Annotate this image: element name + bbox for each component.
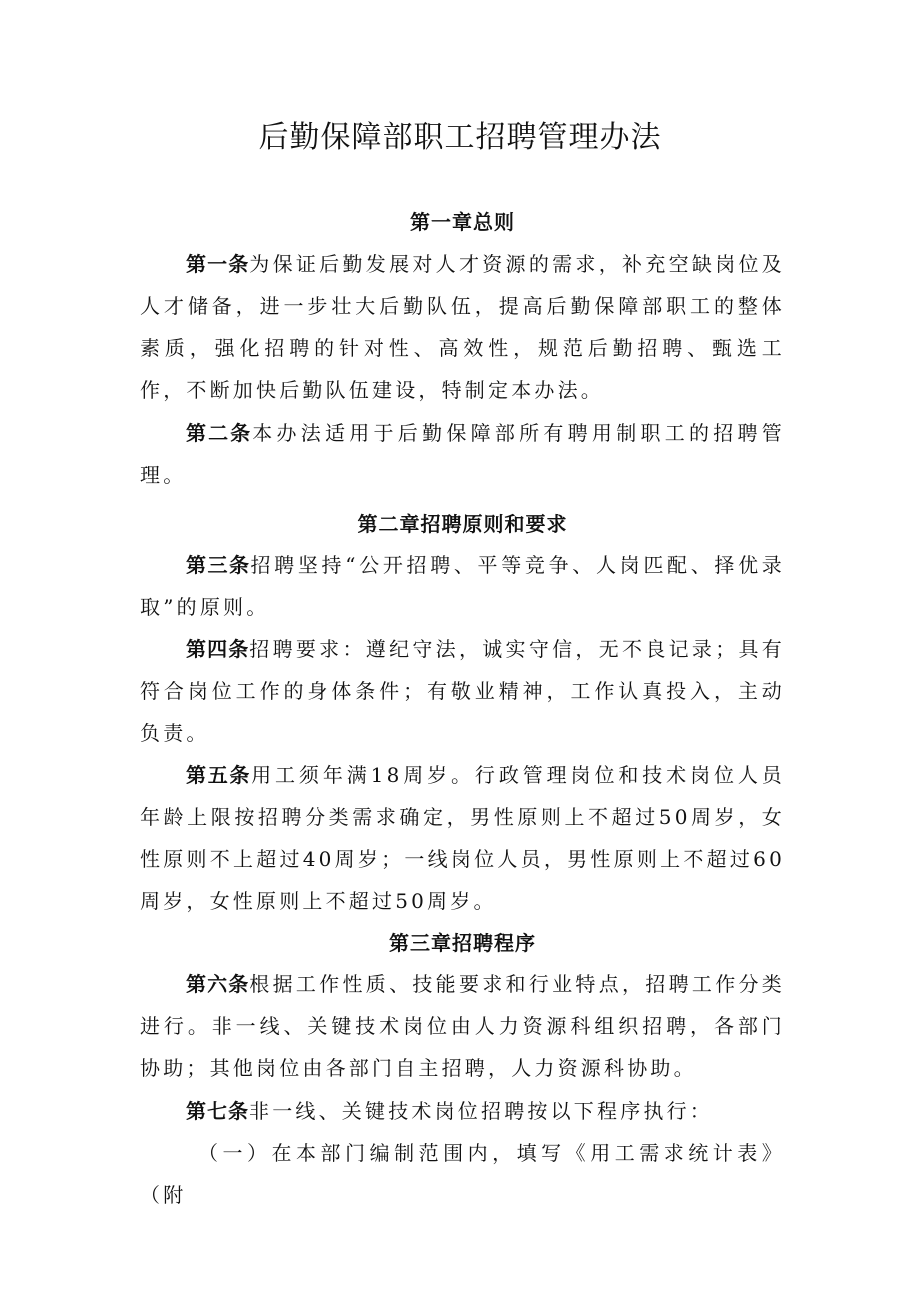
article-paragraph <box>140 754 785 922</box>
article-text: 为保证后勤发展对人才资源的需求，补充空缺岗位及人才储备，进一步壮大后勤队伍，提高后勤保障部职工的整体素质，强化招聘的针对性、高效性，规范后勤招聘、甄选工作，不断加快后勤队伍建设，特制定本办法。 <box>140 252 786 402</box>
article-label: 第四条 <box>186 637 250 661</box>
article-label: 第七条 <box>186 1099 249 1123</box>
article-paragraph <box>140 963 785 1089</box>
article-label: 第三条 <box>186 553 251 577</box>
article-text: 用工须年满18周岁。行政管理岗位和技术岗位人员年龄上限按招聘分类需求确定，男性原则上不超过50周岁，女性原则不上超过40周岁；一线岗位人员，男性原则上不超过60周岁，女性原则上不超过50周岁。 <box>140 763 785 913</box>
article-label: 第一条 <box>186 252 250 276</box>
chapter-heading: 第三章招聘程序 <box>389 931 536 955</box>
article-label: 第五条 <box>186 763 252 787</box>
article-paragraph <box>140 412 785 496</box>
article-label: 第二条 <box>186 421 253 445</box>
chapter-heading: 第一章总则 <box>410 210 515 234</box>
article-text: 招聘要求：遵纪守法，诚实守信，无不良记录；具有符合岗位工作的身体条件；有敬业精神，工作认真投入，主动负责。 <box>140 637 786 745</box>
chapter-heading: 第二章招聘原则和要求 <box>357 512 568 536</box>
article-paragraph <box>140 628 785 754</box>
article-paragraph <box>140 544 785 628</box>
article-text: 本办法适用于后勤保障部所有聘用制职工的招聘管理。 <box>140 421 785 487</box>
article-text: 非一线、关键技术岗位招聘按以下程序执行： <box>249 1099 713 1123</box>
article-label: 第六条 <box>186 972 250 996</box>
article-text: 招聘坚持“公开招聘、平等竞争、人岗匹配、择优录取”的原则。 <box>140 553 786 619</box>
article-paragraph <box>140 1090 785 1132</box>
article-paragraph <box>140 243 785 411</box>
document-title: 后勤保障部职工招聘管理办法 <box>258 120 662 155</box>
procedure-item: （一）在本部门编制范围内，填写《用工需求统计表》（附 <box>140 1141 785 1207</box>
article-text: 根据工作性质、技能要求和行业特点，招聘工作分类进行。非一线、关键技术岗位由人力资源科组织招聘，各部门协助；其他岗位由各部门自主招聘，人力资源科协助。 <box>140 972 786 1080</box>
